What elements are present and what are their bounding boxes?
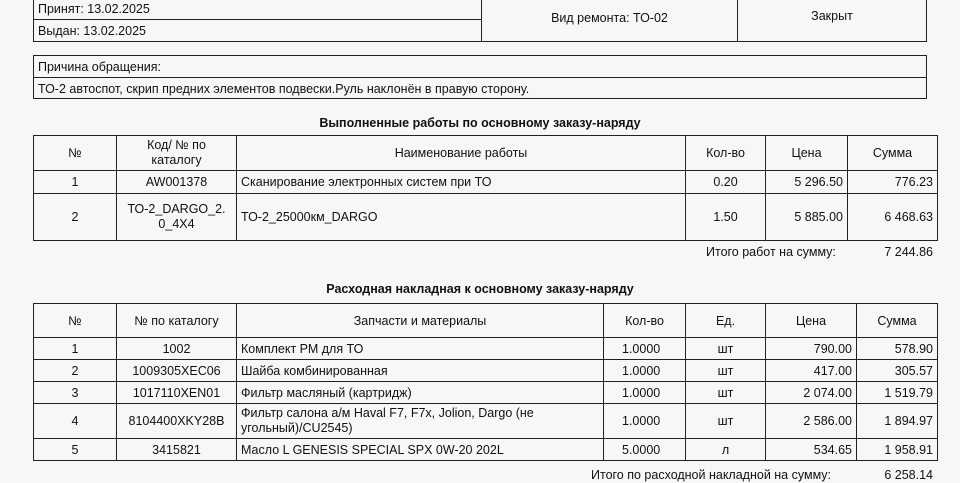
part-sum: 1 958.91 <box>857 439 938 461</box>
part-unit: л <box>686 439 766 461</box>
work-sum: 6 468.63 <box>848 194 938 241</box>
works-header-row <box>34 136 938 171</box>
works-total-label: Итого работ на сумму: <box>706 245 836 259</box>
part-n: 2 <box>34 360 117 382</box>
accepted-date: Принят: 13.02.2025 <box>38 2 150 16</box>
part-unit: шт <box>686 338 766 360</box>
part-qty: 5.0000 <box>604 439 686 461</box>
parts-total-value: 6 258.14 <box>884 468 933 482</box>
work-price: 5 296.50 <box>766 171 848 194</box>
part-price: 2 074.00 <box>766 382 857 404</box>
part-code: 3415821 <box>117 439 237 461</box>
parts-col-price: Цена <box>766 304 857 338</box>
works-col-n: № <box>34 136 117 171</box>
part-unit: шт <box>686 404 766 439</box>
part-code: 1002 <box>117 338 237 360</box>
works-total-value: 7 244.86 <box>884 245 933 259</box>
works-col-qty: Кол-во <box>686 136 766 171</box>
parts-table <box>33 303 938 461</box>
table-row <box>34 404 938 439</box>
part-sum: 1 519.79 <box>857 382 938 404</box>
work-qty: 0.20 <box>686 171 766 194</box>
parts-title: Расходная накладная к основному заказу-наряду <box>326 282 634 296</box>
work-code: ТО-2_DARGO_2.0_4X4 <box>117 194 237 241</box>
parts-col-n: № <box>34 304 117 338</box>
part-n: 3 <box>34 382 117 404</box>
part-name: Фильтр масляный (картридж) <box>237 382 604 404</box>
work-name: Сканирование электронных систем при ТО <box>237 171 686 194</box>
part-name: Комплект РМ для ТО <box>237 338 604 360</box>
work-name: ТО-2_25000км_DARGO <box>237 194 686 241</box>
works-col-sum: Сумма <box>848 136 938 171</box>
works-col-price: Цена <box>766 136 848 171</box>
works-col-code: Код/ № по каталогу <box>117 136 237 171</box>
issued-date: Выдан: 13.02.2025 <box>38 24 146 38</box>
works-table <box>33 135 938 241</box>
table-row <box>34 171 938 194</box>
part-code: 1009305XEC06 <box>117 360 237 382</box>
part-sum: 578.90 <box>857 338 938 360</box>
table-row <box>34 439 938 461</box>
part-n: 5 <box>34 439 117 461</box>
header-divider <box>33 19 482 20</box>
table-row <box>34 382 938 404</box>
parts-col-code: № по каталогу <box>117 304 237 338</box>
part-qty: 1.0000 <box>604 338 686 360</box>
works-col-name: Наименование работы <box>237 136 686 171</box>
reason-divider <box>33 77 927 78</box>
table-row <box>34 194 938 241</box>
table-row <box>34 338 938 360</box>
part-unit: шт <box>686 382 766 404</box>
work-qty: 1.50 <box>686 194 766 241</box>
parts-col-qty: Кол-во <box>604 304 686 338</box>
part-price: 790.00 <box>766 338 857 360</box>
status: Закрыт <box>811 9 853 23</box>
part-n: 4 <box>34 404 117 439</box>
parts-header-row <box>34 304 938 338</box>
part-name: Шайба комбинированная <box>237 360 604 382</box>
part-price: 534.65 <box>766 439 857 461</box>
work-n: 2 <box>34 194 117 241</box>
work-sum: 776.23 <box>848 171 938 194</box>
part-name: Фильтр салона а/м Haval F7, F7x, Jolion, Dargo (не угольный)/CU2545) <box>237 404 604 439</box>
part-sum: 305.57 <box>857 360 938 382</box>
work-code: AW001378 <box>117 171 237 194</box>
part-price: 417.00 <box>766 360 857 382</box>
part-qty: 1.0000 <box>604 404 686 439</box>
part-qty: 1.0000 <box>604 382 686 404</box>
part-price: 2 586.00 <box>766 404 857 439</box>
works-title: Выполненные работы по основному заказу-наряду <box>319 116 641 130</box>
reason-label: Причина обращения: <box>38 60 161 74</box>
part-code: 1017110XEN01 <box>117 382 237 404</box>
parts-col-sum: Сумма <box>857 304 938 338</box>
part-sum: 1 894.97 <box>857 404 938 439</box>
repair-type: Вид ремонта: ТО-02 <box>551 11 668 25</box>
work-n: 1 <box>34 171 117 194</box>
table-row <box>34 360 938 382</box>
part-code: 8104400XKY28B <box>117 404 237 439</box>
part-unit: шт <box>686 360 766 382</box>
parts-col-name: Запчасти и материалы <box>237 304 604 338</box>
reason-text: ТО-2 автоспот, скрип предних элементов подвески.Руль наклонён в правую сторону. <box>38 82 530 96</box>
parts-col-unit: Ед. <box>686 304 766 338</box>
part-name: Масло L GENESIS SPECIAL SPX 0W-20 202L <box>237 439 604 461</box>
work-price: 5 885.00 <box>766 194 848 241</box>
part-n: 1 <box>34 338 117 360</box>
parts-total-label: Итого по расходной накладной на сумму: <box>591 468 832 482</box>
part-qty: 1.0000 <box>604 360 686 382</box>
